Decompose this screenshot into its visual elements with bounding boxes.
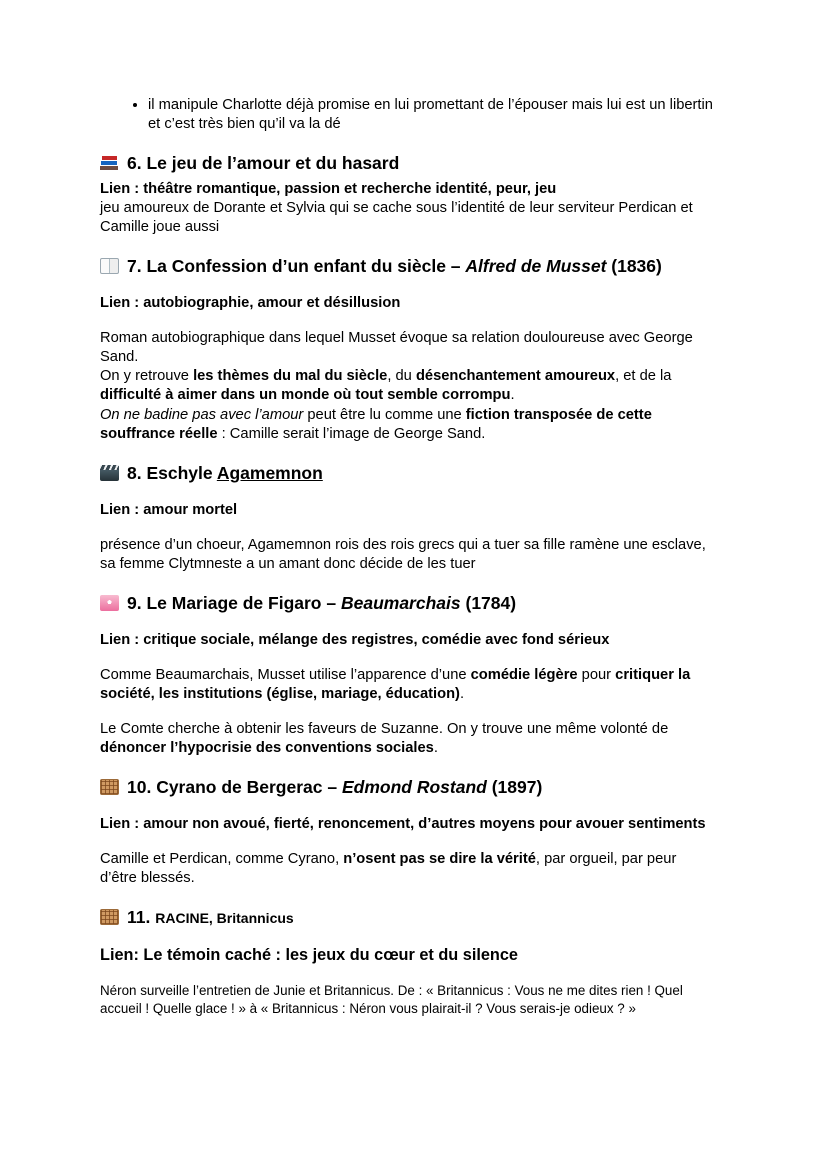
text-run: fiction transposée de cette souffrance réelle: [100, 406, 652, 442]
text-run: Beaumarchais: [340, 592, 461, 613]
section-10-lien-text: [100, 816, 706, 832]
text-run: désenchantement amoureux: [415, 368, 616, 385]
text-run: Alfred de Musset: [465, 256, 607, 277]
section-10-heading-text: [127, 777, 542, 797]
text-run: Lien: Le témoin caché : les jeux du cœur et du silence: [100, 946, 518, 965]
text-run: peut être lu comme une: [303, 406, 466, 423]
text-run: Edmond Rostand: [341, 777, 487, 798]
section-8-lien: [100, 501, 716, 520]
text-run: Lien : amour mortel: [100, 501, 238, 518]
text-run: dénoncer l’hypocrisie des conventions sociales: [100, 740, 434, 757]
section-7-lien: [100, 294, 716, 313]
text-run: critiquer la société, les institutions (église, mariage, éducation): [100, 666, 691, 702]
section-8-heading: [100, 462, 716, 485]
section-7-paragraph-text: [100, 330, 693, 442]
section-9-paragraph-2: [100, 720, 716, 758]
waffle-icon: [100, 779, 119, 795]
section-9-lien-text: [100, 632, 609, 648]
section-11-heading-text: [127, 907, 294, 927]
text-run: Camille et Perdican, comme Cyrano,: [100, 851, 344, 868]
section-9-heading-text: [127, 593, 516, 613]
section-8-lien-text: [100, 502, 237, 518]
bullet-text: [148, 97, 713, 132]
text-run: Lien : théâtre romantique, passion et recherche identité, peur, jeu: [100, 180, 557, 197]
section-11-lien-text: [100, 946, 518, 964]
section-7-lien-text: [100, 295, 400, 311]
text-run: 9. Le Mariage de Figaro –: [127, 592, 341, 613]
open-book-icon: [100, 258, 119, 274]
text-run: il manipule Charlotte déjà promise en lui promettant de l’épouser mais lui est un libertin et c’est très bien qu’il va la dé: [148, 97, 713, 133]
section-6-lien: [100, 180, 716, 237]
text-run: pour: [577, 666, 616, 683]
clapperboard-icon: [100, 465, 119, 481]
section-7-paragraph: [100, 329, 716, 444]
section-10-paragraph-text: [100, 851, 676, 886]
text-run: .: [510, 387, 515, 404]
text-run: Lien : amour non avoué, fierté, renoncement, d’autres moyens pour avouer sentiments: [100, 815, 706, 832]
text-run: 8. Eschyle: [127, 462, 217, 483]
text-run: 6. Le jeu de l’amour et du hasard: [127, 153, 400, 174]
section-7-heading-text: [127, 256, 662, 276]
section-9-lien: [100, 631, 716, 650]
section-11-lien: [100, 945, 716, 966]
text-run: présence d’un choeur, Agamemnon rois des rois grecs qui a tuer sa fille ramène une esclave, sa femme Clytmneste a un amant donc décide de les tuer: [100, 536, 706, 572]
text-run: Néron surveille l’entretien de Junie et Britannicus. De : « Britannicus : Vous ne me dites rien ! Quel accueil ! Quelle glace ! » à « Britannicus : Néron vous plairait-il ? Vous serais-je odieux ? »: [100, 983, 683, 1016]
text-run: Agamemnon: [216, 462, 323, 483]
waffle-icon: [100, 909, 119, 925]
section-11-paragraph: [100, 982, 716, 1017]
text-run: , et de la: [615, 368, 672, 385]
section-6-heading-text: [127, 153, 399, 173]
section-10-paragraph: [100, 850, 716, 888]
text-run: : Camille serait l’image de George Sand.: [217, 425, 486, 442]
text-run: 7. La Confession d’un enfant du siècle –: [127, 256, 466, 277]
section-10-lien: [100, 815, 716, 834]
text-run: , du: [387, 368, 416, 385]
text-run: les thèmes du mal du siècle: [193, 368, 388, 385]
text-run: On ne badine pas avec l’amour: [100, 406, 304, 423]
section-6-lien-text: [100, 181, 693, 235]
text-run: Lien : autobiographie, amour et désillusion: [100, 295, 401, 312]
text-run: .: [433, 740, 438, 757]
text-run: .: [459, 685, 465, 702]
text-run: (1836): [606, 256, 662, 277]
text-run: Le Comte cherche à obtenir les faveurs de Suzanne. On y trouve une même volonté de: [100, 720, 669, 737]
text-run: Roman autobiographique dans lequel Musset évoque sa relation douloureuse avec George Sand.: [100, 330, 693, 366]
wedding-chapel-icon: [100, 595, 119, 611]
text-run: n’osent pas se dire la vérité: [343, 851, 536, 868]
section-9-paragraph-1-text: [100, 667, 690, 702]
section-9-heading: [100, 592, 716, 615]
text-run: 11.: [127, 907, 156, 928]
books-stack-icon: [100, 155, 119, 171]
text-run: comédie légère: [470, 666, 578, 683]
text-run: On y retrouve: [100, 368, 194, 385]
section-6-heading: [100, 152, 716, 175]
text-run: Lien : critique sociale, mélange des registres, comédie avec fond sérieux: [100, 631, 610, 648]
section-9-paragraph-2-text: [100, 721, 668, 756]
text-run: (1897): [486, 777, 543, 798]
section-9-paragraph-1: [100, 666, 716, 704]
text-run: Comme Beaumarchais, Musset utilise l’apparence d’une: [100, 666, 471, 683]
list-item: [148, 96, 716, 134]
text-run: RACINE, Britannicus: [155, 910, 294, 927]
section-8-heading-text: [127, 463, 323, 483]
text-run: jeu amoureux de Dorante et Sylvia qui se cache sous l’identité de leur serviteur Perdican et Camille joue aussi: [100, 200, 693, 236]
section-7-heading: [100, 255, 716, 278]
section-8-paragraph-text: [100, 537, 706, 572]
text-run: 10. Cyrano de Bergerac –: [127, 777, 342, 798]
text-run: , par orgueil, par peur d’être blessés.: [100, 851, 677, 887]
text-run: (1784): [460, 592, 517, 613]
text-run: difficulté à aimer dans un monde où tout semble corrompu: [100, 387, 511, 404]
bullet-list: [100, 96, 716, 134]
section-11-heading: [100, 906, 716, 929]
section-10-heading: [100, 776, 716, 799]
section-11-paragraph-text: [100, 983, 683, 1015]
section-8-paragraph: [100, 536, 716, 574]
